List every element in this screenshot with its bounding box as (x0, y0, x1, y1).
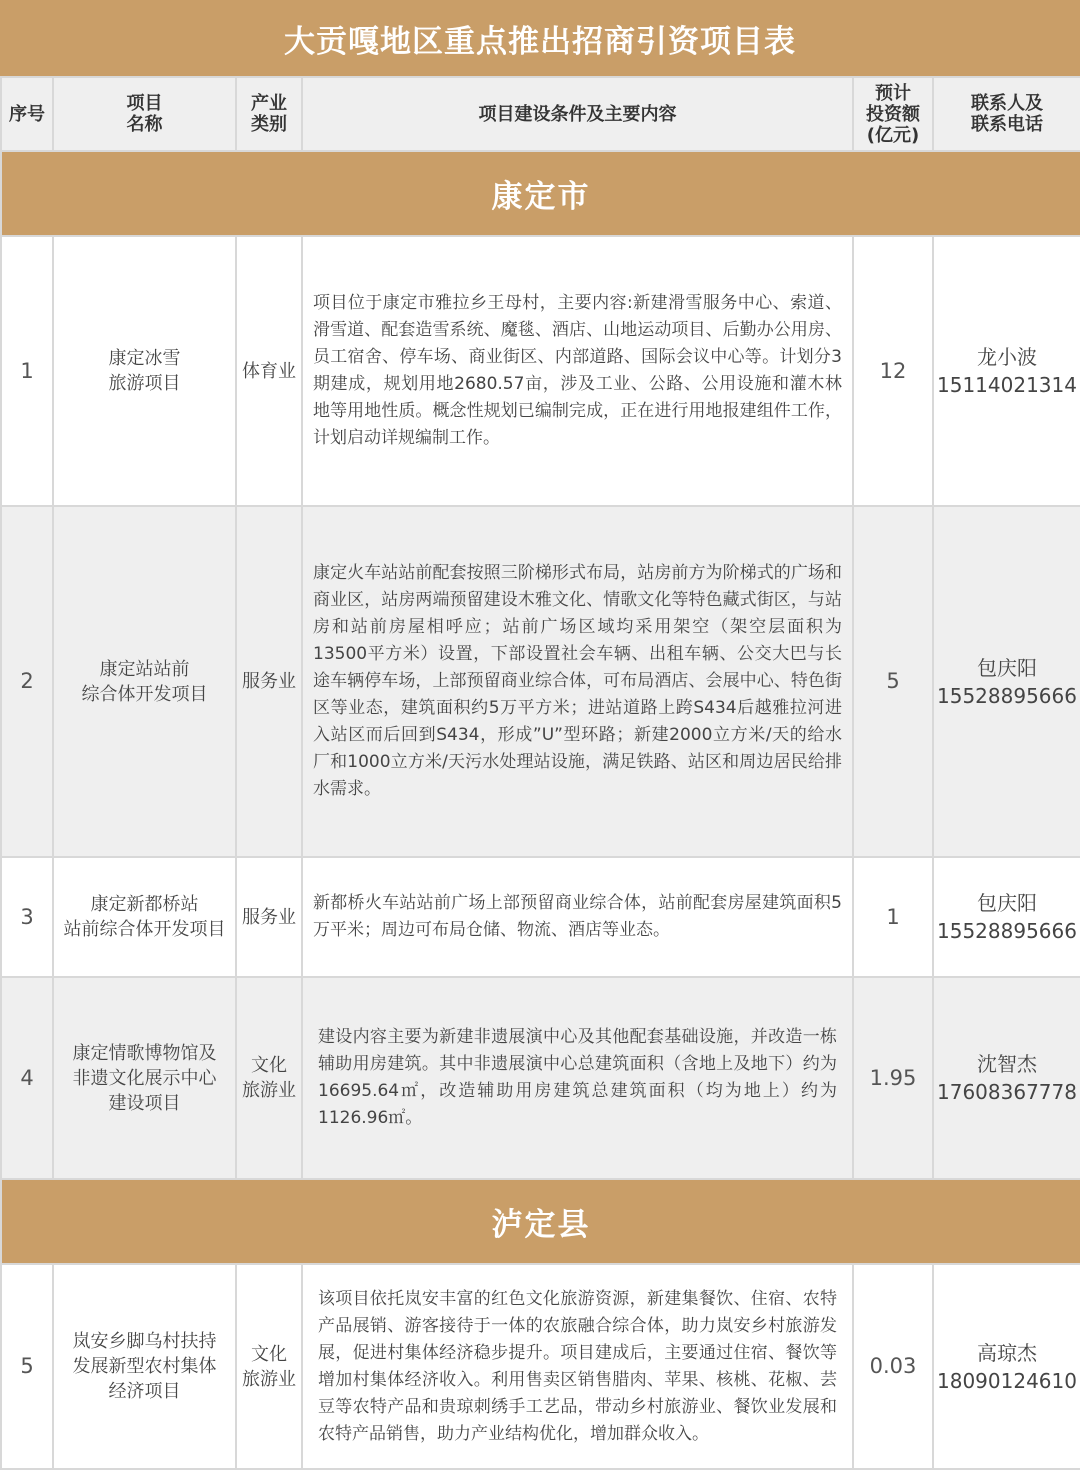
project-content: 该项目依托岚安丰富的红色文化旅游资源，新建集餐饮、住宿、农特产品展销、游客接待于一体的农旅融合综合体，助力岚安乡村旅游发展，促进村集体经济稳步提升。项目建成后，主要通过住宿、餐饮等增加村集体经济收入。利用售卖区销售腊肉、苹果、核桃、花椒、芸豆等农特产品和贵琼刺绣手工艺品，带动乡村旅游业、餐饮业发展和农特产品销售，助力产业结构优化，增加群众收入。 (302, 1264, 853, 1469)
project-name-line: 建设项目 (108, 1092, 181, 1114)
industry-type-line: 文化 (251, 1055, 287, 1076)
contact-phone: 15114021314 (937, 373, 1077, 397)
project-content: 建设内容主要为新建非遗展演中心及其他配套基础设施，并改造一栋辅助用房建筑。其中非遗展演中心总建筑面积（含地上及地下）约为16695.64㎡，改造辅助用房建筑总建筑面积（均为地上）约为1126.96㎡。 (302, 977, 853, 1179)
section-title: 康定市 (1, 151, 1080, 236)
header-name: 项目 名称 (53, 77, 236, 151)
contact-info (933, 236, 1080, 506)
section-header-row (1, 151, 1080, 236)
industry-type (236, 1264, 302, 1469)
industry-type-line: 服务业 (242, 671, 296, 692)
contact-info (933, 977, 1080, 1179)
industry-type (236, 857, 302, 977)
project-name (53, 857, 236, 977)
industry-type-line: 文化 (251, 1343, 287, 1365)
project-name (53, 977, 236, 1179)
industry-type (236, 236, 302, 506)
project-name-line: 非遗文化展示中心 (72, 1067, 217, 1089)
row-index: 1 (1, 236, 53, 506)
contact-name: 沈智杰 (977, 1052, 1037, 1076)
industry-type-line: 旅游业 (242, 1368, 296, 1390)
section-header-row (1, 1179, 1080, 1264)
project-name (53, 506, 236, 857)
project-name-line: 站前综合体开发项目 (63, 919, 226, 940)
contact-info (933, 1264, 1080, 1469)
project-name-line: 康定情歌博物馆及 (72, 1042, 217, 1064)
contact-info (933, 857, 1080, 977)
section-title: 泸定县 (1, 1179, 1080, 1264)
header-contact: 联系人及 联系电话 (933, 77, 1080, 151)
contact-name: 包庆阳 (977, 655, 1037, 680)
contact-name: 包庆阳 (977, 891, 1037, 915)
header-type: 产业 类别 (236, 77, 302, 151)
table-row (1, 977, 1080, 1179)
industry-type (236, 977, 302, 1179)
project-name (53, 236, 236, 506)
header-investment: 预计 投资额 (亿元) (853, 77, 933, 151)
project-name-line: 经济项目 (108, 1381, 181, 1402)
industry-type (236, 506, 302, 857)
row-index: 4 (1, 977, 53, 1179)
investment-amount: 0.03 (853, 1264, 933, 1469)
row-index: 5 (1, 1264, 53, 1469)
page-title: 大贡嘎地区重点推出招商引资项目表 (0, 0, 1080, 76)
project-name-line: 综合体开发项目 (81, 683, 208, 705)
contact-phone: 15528895666 (937, 683, 1077, 708)
project-name (53, 1264, 236, 1469)
project-name-line: 康定冰雪 (108, 348, 181, 369)
project-table (0, 76, 1080, 1470)
industry-type-line: 旅游业 (242, 1080, 296, 1101)
header-content: 项目建设条件及主要内容 (302, 77, 853, 151)
row-index: 2 (1, 506, 53, 857)
contact-name: 高琼杰 (977, 1340, 1037, 1365)
table-row (1, 236, 1080, 506)
contact-phone: 15528895666 (937, 919, 1077, 943)
header-index: 序号 (1, 77, 53, 151)
row-index: 3 (1, 857, 53, 977)
investment-amount: 1 (853, 857, 933, 977)
table-header-row (1, 77, 1080, 151)
investment-amount: 1.95 (853, 977, 933, 1179)
project-name-line: 旅游项目 (108, 373, 181, 394)
contact-name: 龙小波 (977, 345, 1037, 369)
project-content: 康定火车站站前配套按照三阶梯形式布局，站房前方为阶梯式的广场和商业区，站房两端预留建设木雅文化、情歌文化等特色藏式街区，与站房和站前房屋相呼应；站前广场区域均采用架空（架空层面积为13500平方米）设置，下部设置社会车辆、出租车辆、公交大巴与长途车辆停车场，上部预留商业综合体，可布局酒店、会展中心、特色街区等业态，建筑面积约5万平方米；进站道路上跨S434后越雅拉河进入站区而后回到S434，形成”U”型环路；新建2000立方米/天的给水厂和1000立方米/天污水处理站设施，满足铁路、站区和周边居民给排水需求。 (302, 506, 853, 857)
industry-type-line: 服务业 (242, 906, 296, 928)
contact-phone: 17608367778 (937, 1080, 1077, 1104)
table-row (1, 1264, 1080, 1469)
project-content: 项目位于康定市雅拉乡王母村，主要内容:新建滑雪服务中心、索道、滑雪道、配套造雪系统、魔毯、酒店、山地运动项目、后勤办公用房、员工宿舍、停车场、商业街区、内部道路、国际会议中心等。计划分3期建成，规划用地2680.57亩，涉及工业、公路、公用设施和灌木林地等用地性质。概念性规划已编制完成，正在进行用地报建组件工作，计划启动详规编制工作。 (302, 236, 853, 506)
project-name-line: 岚安乡脚乌村扶持 (72, 1331, 217, 1352)
contact-info (933, 506, 1080, 857)
contact-phone: 18090124610 (937, 1368, 1077, 1393)
industry-type-line: 体育业 (242, 360, 296, 382)
table-row (1, 506, 1080, 857)
investment-amount: 5 (853, 506, 933, 857)
project-content: 新都桥火车站站前广场上部预留商业综合体，站前配套房屋建筑面积5万平米；周边可布局仓储、物流、酒店等业态。 (302, 857, 853, 977)
investment-amount: 12 (853, 236, 933, 506)
project-name-line: 发展新型农村集体 (72, 1356, 217, 1377)
project-name-line: 康定站站前 (99, 658, 190, 680)
table-row (1, 857, 1080, 977)
project-name-line: 康定新都桥站 (90, 894, 199, 915)
